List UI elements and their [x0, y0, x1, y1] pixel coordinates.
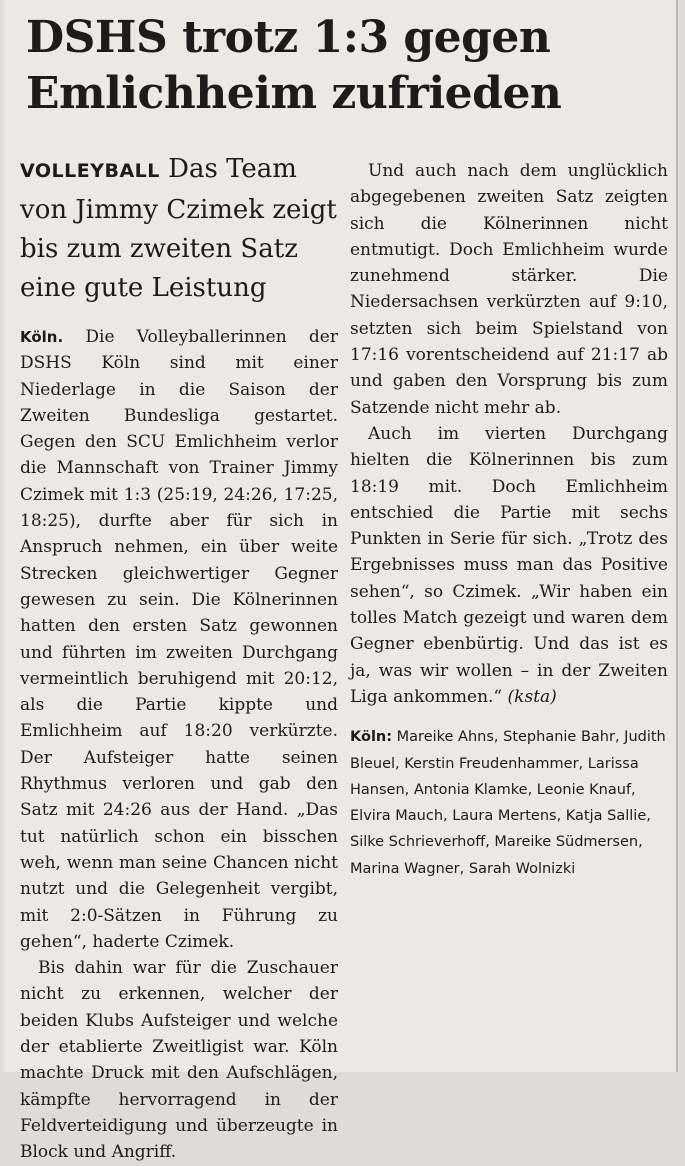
team-label: Köln:	[350, 729, 393, 746]
headline: DSHS trotz 1:3 gegen Emlichheim zufrieden	[26, 12, 562, 119]
newspaper-clipping	[4, 0, 678, 1163]
subheadline	[20, 150, 338, 308]
paragraph-2	[20, 955, 338, 1165]
paragraph-4	[350, 421, 668, 710]
paragraph-1-text: Die Volleyballerinnen der DSHS Köln sind mit einer Niederlage in die Saison der Zweiten Bundesliga gestartet. Gegen den SCU Emlichheim verlor die Mannschaft von Trainer Jimmy Czimek mit 1:3 (25:19, 24:26, 17:25, 18:25), durfte aber für sich in Anspruch nehmen, ein über weite Strecken gleichwertiger Gegner gewesen zu sein. Die Kölnerinnen hatten den ersten Satz gewonnen und führten im zweiten Durchgang vermeintlich beruhigend mit 20:12, als die Partie kippte und Emlichheim auf 18:20 verkürzte. Der Aufsteiger hatte seinen Rhythmus verloren und gab den Satz mit 24:26 aus der Hand. „Das tut natürlich schon ein bisschen weh, wenn man seine Chancen nicht nutzt und die Gelegenheit vergibt, mit 2:0-Sätzen in Führung zu gehen“, haderte Czimek.	[20, 327, 338, 952]
byline: (ksta)	[507, 686, 557, 707]
paragraph-2-text: Bis dahin war für die Zuschauer nicht zu erkennen, welcher der beiden Klubs Aufsteiger und welche der etablierte Zweitligist war. Köln machte Druck mit den Aufschlägen, kämpfte hervorragend in der Feldverteidigung und überzeugte in Block und Angriff.	[20, 958, 338, 1163]
subheadline-text: Das Team von Jimmy Czimek zeigt bis zum zweiten Satz eine gute Leistung	[20, 154, 337, 303]
column-right	[350, 158, 668, 882]
section-kicker: VOLLEYBALL	[20, 160, 160, 182]
column-left	[20, 150, 338, 1166]
team-lineup	[350, 724, 668, 882]
paragraph-3: Und auch nach dem unglücklich abgegebenen zweiten Satz zeigten sich die Kölnerinnen nicht entmutigt. Doch Emlichheim wurde zunehmend stärker. Die Niedersachsen verkürzten auf 9:10, setzten sich beim Spielstand von 17:16 vorentscheidend auf 21:17 ab und gaben den Vorsprung bis zum Satzende nicht mehr ab.	[350, 161, 668, 418]
paragraph-1	[20, 324, 338, 955]
paragraph-4-text: Auch im vierten Durchgang hielten die Kölnerinnen bis zum 18:19 mit. Doch Emlichheim entschied die Partie mit sechs Punkten in Serie für sich. „Trotz des Ergebnisses muss man das Positive sehen“, so Czimek. „Wir haben ein tolles Match gezeigt und waren dem Gegner ebenbürtig. Und das ist es ja, was wir wollen – in der Zweiten Liga ankommen.“	[350, 423, 668, 707]
team-players: Mareike Ahns, Stephanie Bahr, Judith Bleuel, Kerstin Freudenhammer, Larissa Hansen, Antonia Klamke, Leonie Knauf, Elvira Mauch, Laura Mertens, Katja Sallie, Silke Schrieverhoff, Mareike Südmersen, Marina Wagner, Sarah Wolnizki	[350, 729, 666, 877]
dateline: Köln.	[20, 328, 64, 346]
